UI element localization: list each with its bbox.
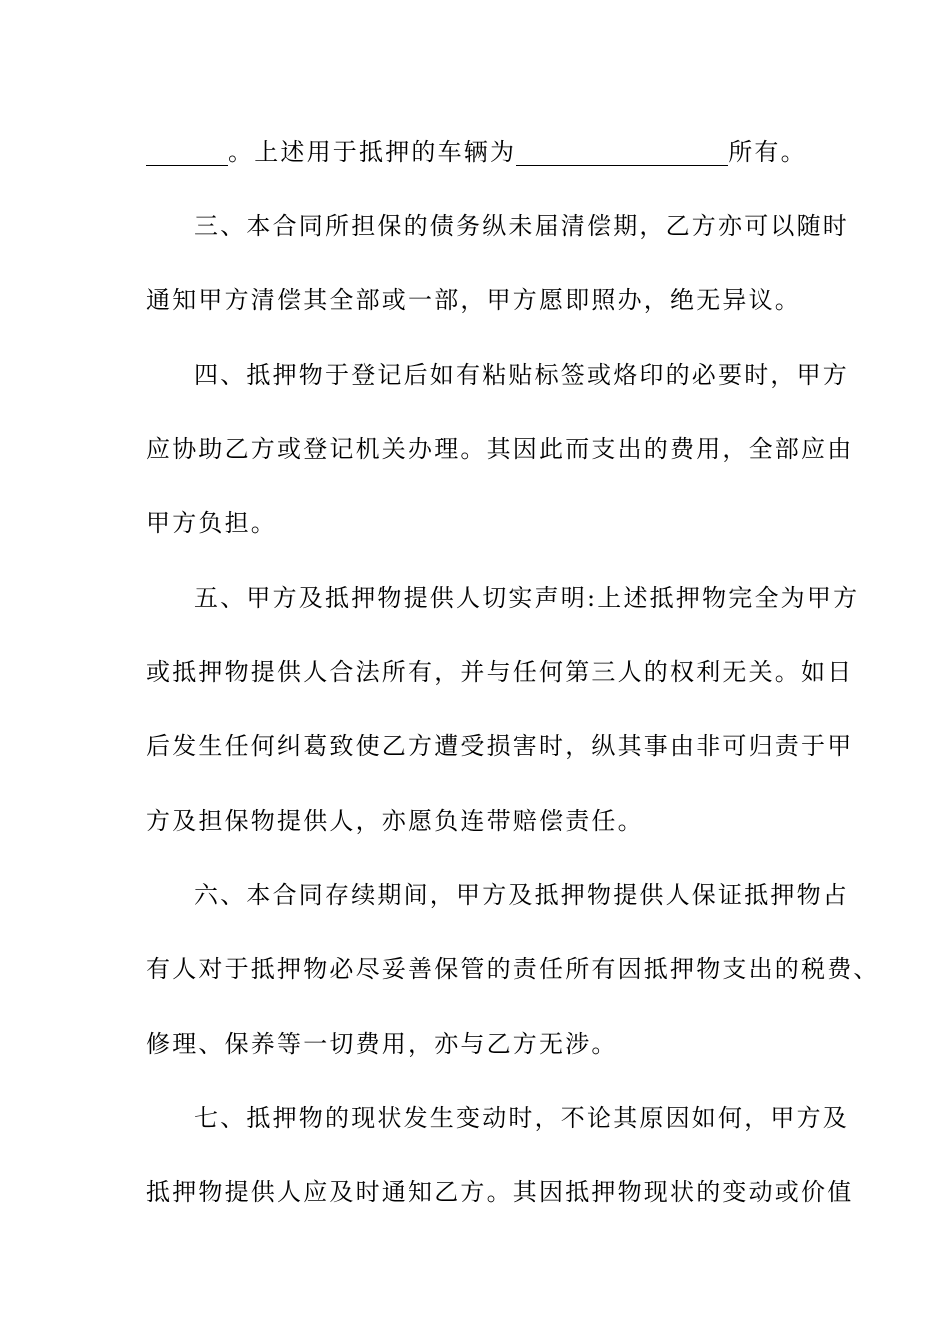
- line-vehicle-owner: [146, 132, 826, 172]
- clause-4-line-2: 应协助乙方或登记机关办理。其因此而支出的费用，全部应由: [146, 435, 854, 463]
- clause-4-line-3: 甲方负担。: [146, 509, 277, 537]
- clause-6-line-3: 修理、保养等一切费用，亦与乙方无涉。: [146, 1030, 618, 1058]
- fill-blank-vehicle-owner[interactable]: [516, 139, 728, 166]
- clause-5-line-4: 方及担保物提供人，亦愿负连带赔偿责任。: [146, 807, 644, 835]
- clause-6-line-1: 六、本合同存续期间，甲方及抵押物提供人保证抵押物占: [194, 881, 849, 909]
- clause-5-line-2: 或抵押物提供人合法所有，并与任何第三人的权利无关。如日: [146, 658, 854, 686]
- clause-7-line-2: 抵押物提供人应及时通知乙方。其因抵押物现状的变动或价值: [146, 1178, 854, 1206]
- text-owned: 所有。: [728, 138, 807, 166]
- text-vehicle-clause: 。上述用于抵押的车辆为: [228, 138, 517, 166]
- clause-3-line-1: 三、本合同所担保的债务纵未届清偿期，乙方亦可以随时: [194, 212, 849, 240]
- clause-6-line-2: 有人对于抵押物必尽妥善保管的责任所有因抵押物支出的税费、: [146, 955, 880, 983]
- clause-5-line-3: 后发生任何纠葛致使乙方遭受损害时，纵其事由非可归责于甲: [146, 732, 854, 760]
- clause-5-line-1: 五、甲方及抵押物提供人切实声明:上述抵押物完全为甲方: [194, 584, 860, 612]
- clause-3-line-2: 通知甲方清偿其全部或一部，甲方愿即照办，绝无异议。: [146, 286, 801, 314]
- clause-7-line-1: 七、抵押物的现状发生变动时，不论其原因如何，甲方及: [194, 1104, 849, 1132]
- clause-4-line-1: 四、抵押物于登记后如有粘贴标签或烙印的必要时，甲方: [194, 361, 849, 389]
- fill-blank-1[interactable]: [146, 139, 228, 166]
